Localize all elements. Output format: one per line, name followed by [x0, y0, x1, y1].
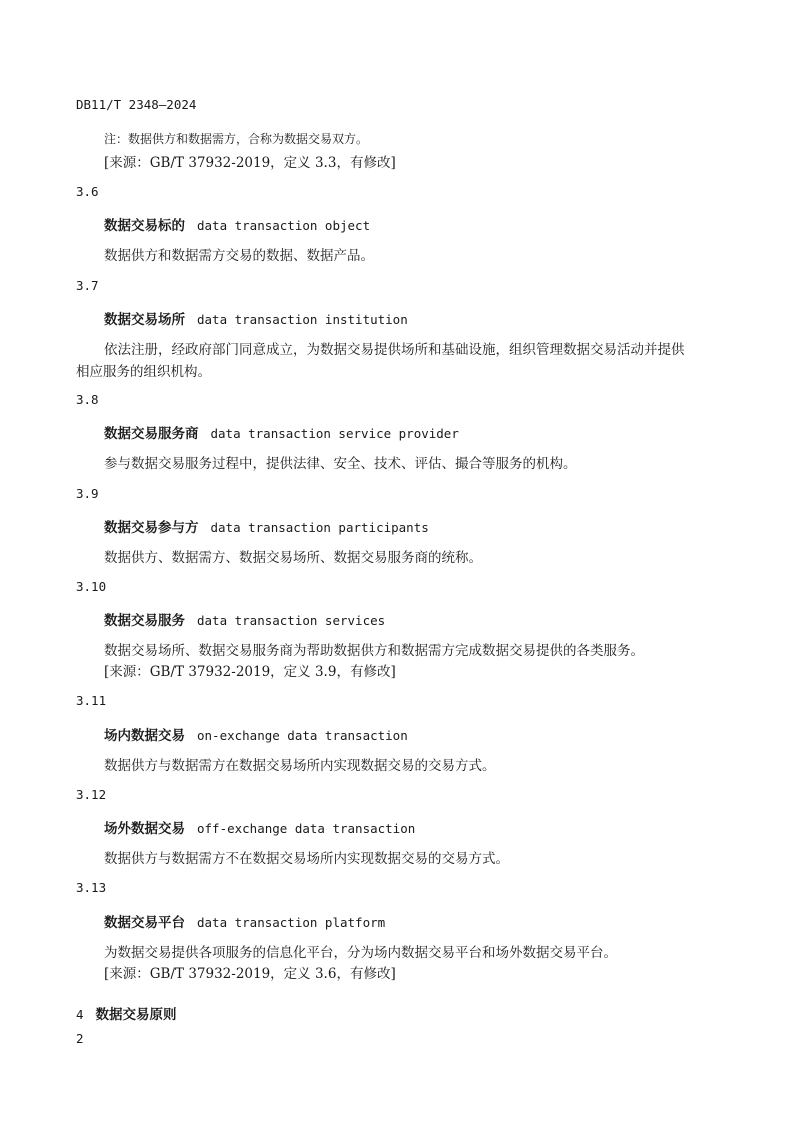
term-heading: [104, 214, 370, 234]
note: 注：数据供方和数据需方，合称为数据交易双方。: [104, 132, 369, 146]
term-definition: 数据供方与数据需方不在数据交易场所内实现数据交易的交易方式。: [104, 851, 509, 867]
term-definition: 数据供方、数据需方、数据交易场所、数据交易服务商的统称。: [104, 550, 482, 566]
term-definition: 数据交易场所、数据交易服务商为帮助数据供方和数据需方完成数据交易提供的各类服务。: [104, 643, 644, 659]
term-number: 3.8: [76, 392, 99, 407]
term-number: 3.12: [76, 787, 107, 802]
term-number: 3.6: [76, 184, 99, 199]
term-number: 3.10: [76, 579, 107, 594]
term-definition: 参与数据交易服务过程中，提供法律、安全、技术、评估、撮合等服务的机构。: [104, 456, 577, 472]
term-cn: 场外数据交易: [104, 821, 185, 837]
term-definition: 为数据交易提供各项服务的信息化平台，分为场内数据交易平台和场外数据交易平台。: [104, 945, 617, 961]
term-number: 3.7: [76, 278, 99, 293]
term-cn: 数据交易场所: [104, 312, 185, 328]
doc-id: DB11/T 2348—2024: [76, 97, 197, 112]
source-ref: [来源：GB/T 37932-2019，定义 3.3，有修改]: [104, 155, 396, 171]
term-heading: [104, 817, 415, 837]
term-cn: 数据交易服务商: [104, 426, 199, 442]
term-heading: [104, 609, 385, 629]
term-definition: 依法注册，经政府部门同意成立，为数据交易提供场所和基础设施，组织管理数据交易活动并提供: [104, 342, 685, 358]
term-en: data transaction institution: [197, 312, 408, 327]
term-cn: 数据交易平台: [104, 915, 185, 931]
term-cn: 场内数据交易: [104, 728, 185, 744]
page-number: 2: [76, 1031, 84, 1046]
source-ref: [来源：GB/T 37932-2019，定义 3.9，有修改]: [104, 664, 396, 680]
term-heading: [104, 724, 408, 744]
source-ref: [来源：GB/T 37932-2019，定义 3.6，有修改]: [104, 966, 396, 982]
term-number: 3.13: [76, 880, 107, 895]
section-heading: [76, 1003, 177, 1023]
term-heading: [104, 308, 408, 328]
term-heading: [104, 422, 459, 442]
term-en: data transaction service provider: [210, 426, 459, 441]
term-cn: 数据交易标的: [104, 218, 185, 234]
term-definition-cont: 相应服务的组织机构。: [76, 364, 211, 380]
term-definition: 数据供方与数据需方在数据交易场所内实现数据交易的交易方式。: [104, 758, 496, 774]
term-en: data transaction services: [197, 613, 386, 628]
term-en: on-exchange data transaction: [197, 728, 408, 743]
term-en: data transaction participants: [210, 520, 429, 535]
term-en: data transaction platform: [197, 915, 386, 930]
term-heading: [104, 911, 385, 931]
term-definition: 数据供方和数据需方交易的数据、数据产品。: [104, 248, 374, 264]
term-number: 3.9: [76, 486, 99, 501]
section-title: 数据交易原则: [95, 1007, 177, 1023]
section-number: 4: [76, 1007, 84, 1022]
term-number: 3.11: [76, 693, 107, 708]
term-en: data transaction object: [197, 218, 371, 233]
term-heading: [104, 516, 429, 536]
term-cn: 数据交易参与方: [104, 520, 199, 536]
term-en: off-exchange data transaction: [197, 821, 416, 836]
term-cn: 数据交易服务: [104, 613, 185, 629]
